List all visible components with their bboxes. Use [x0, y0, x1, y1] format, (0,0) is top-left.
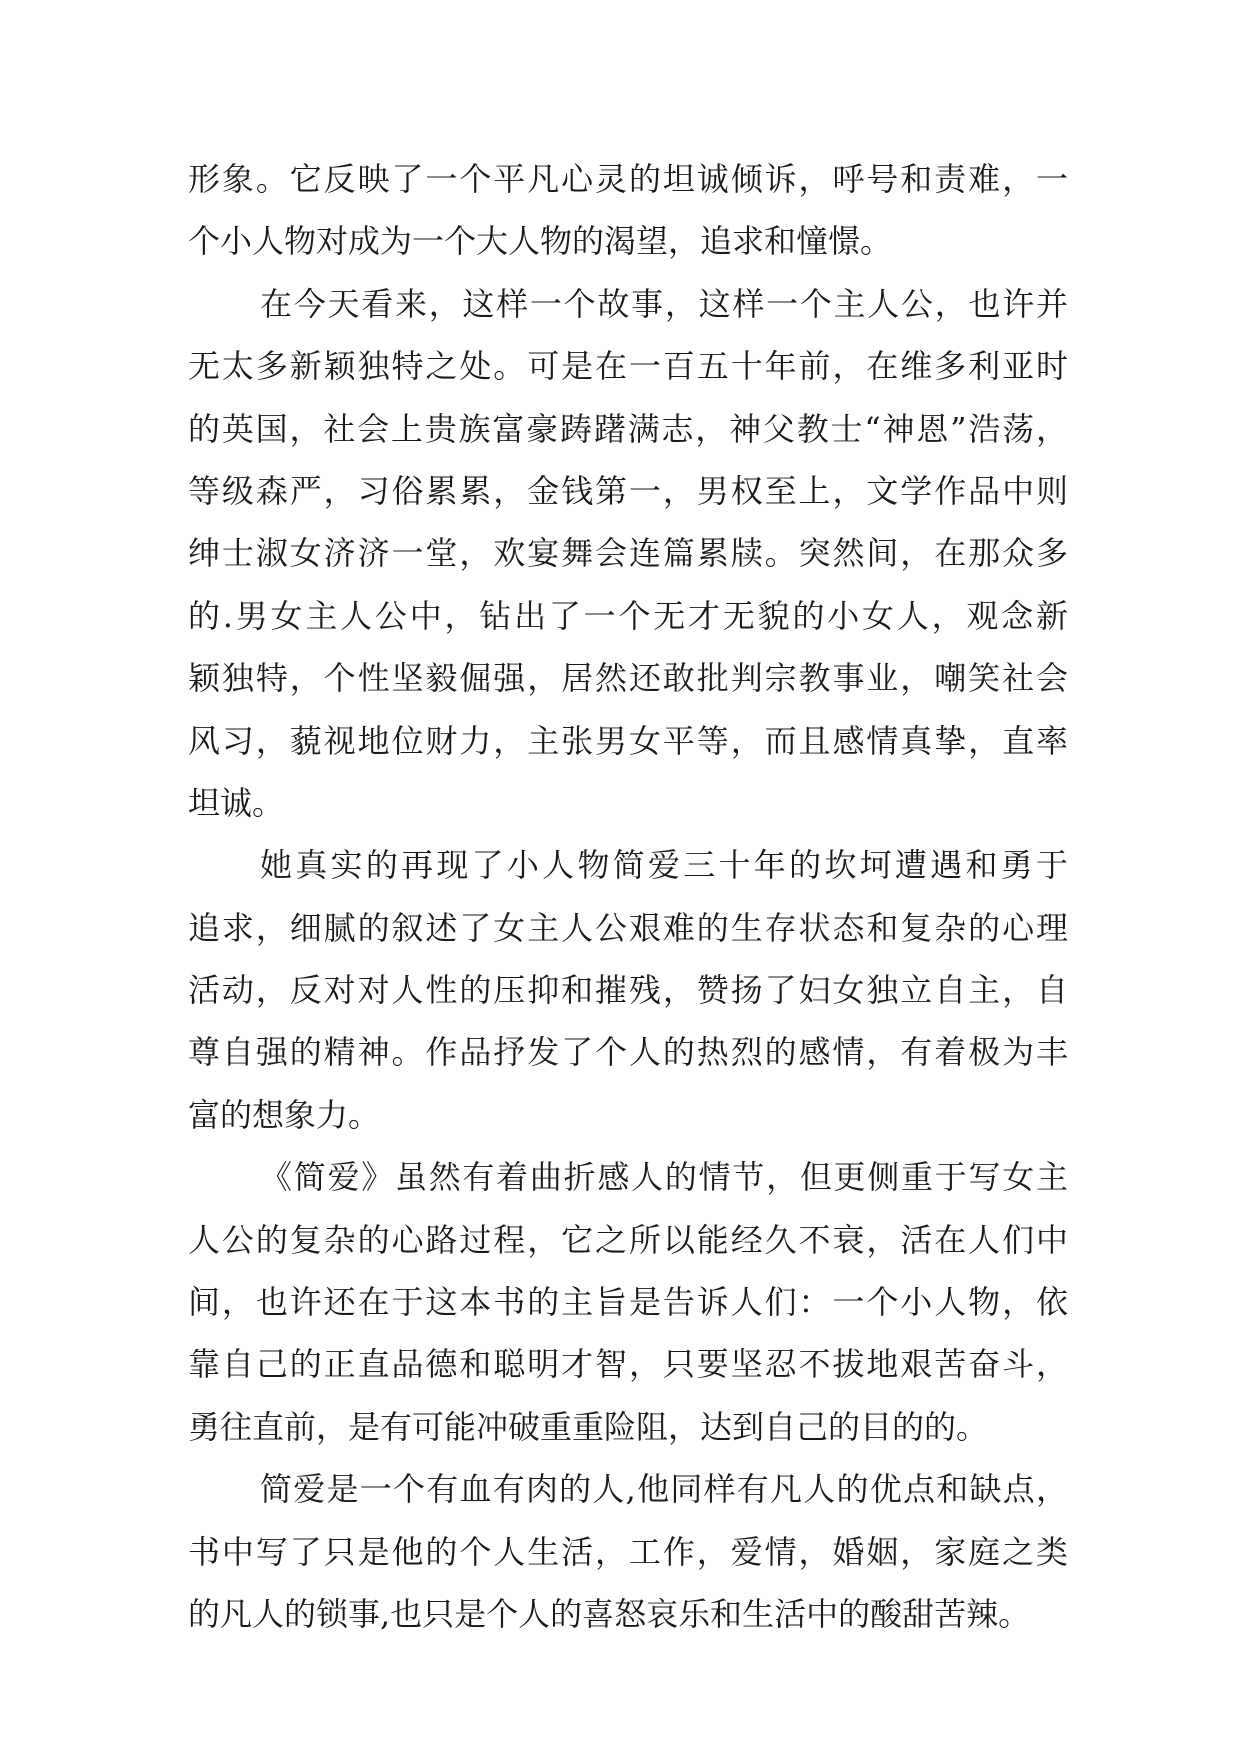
paragraph — [188, 1146, 1068, 1458]
paragraph — [188, 834, 1068, 1146]
text-line: 靠自己的正直品德和聪明才智，只要坚忍不拔地艰苦奋斗， — [188, 1345, 1068, 1384]
text-line: 无太多新颖独特之处。可是在一百五十年前，在维多利亚时 — [188, 347, 1068, 386]
paragraph — [188, 148, 1068, 273]
text-line: 追求，细腻的叙述了女主人公艰难的生存状态和复杂的心理 — [188, 908, 1068, 947]
text-line: 间，也许还在于这本书的主旨是告诉人们：一个小人物，依 — [188, 1283, 1068, 1322]
text-line: 风习，藐视地位财力，主张男女平等，而且感情真挚，直率 — [188, 721, 1068, 760]
paragraph — [188, 273, 1068, 835]
text-line: 富的想象力。 — [188, 1095, 381, 1134]
paragraph — [188, 1458, 1068, 1645]
text-line: 书中写了只是他的个人生活，工作，爱情，婚姻，家庭之类 — [188, 1532, 1068, 1571]
text-line: 她真实的再现了小人物简爱三十年的坎坷遭遇和勇于 — [260, 846, 1068, 885]
text-line: 简爱是一个有血有肉的人,他同样有凡人的优点和缺点， — [260, 1470, 1068, 1509]
text-line: 勇往直前，是有可能冲破重重险阻，达到自己的目的的。 — [188, 1407, 989, 1446]
text-line: 在今天看来，这样一个故事，这样一个主人公，也许并 — [260, 284, 1068, 323]
text-line: 尊自强的精神。作品抒发了个人的热烈的感情，有着极为丰 — [188, 1033, 1068, 1072]
text-line: 的.男女主人公中，钻出了一个无才无貌的小女人，观念新 — [188, 596, 1068, 635]
text-line: 绅士淑女济济一堂，欢宴舞会连篇累牍。突然间，在那众多 — [188, 534, 1068, 573]
text-line: 的英国，社会上贵族富豪踌躇满志，神父教士“神恩”浩荡， — [188, 409, 1068, 448]
text-line: 个小人物对成为一个大人物的渴望，追求和憧憬。 — [188, 222, 893, 261]
text-line: 的凡人的锁事,也只是个人的喜怒哀乐和生活中的酸甜苦辣。 — [188, 1594, 1031, 1633]
text-line: 《简爱》虽然有着曲折感人的情节，但更侧重于写女主 — [260, 1158, 1068, 1197]
text-line: 活动，反对对人性的压抑和摧残，赞扬了妇女独立自主，自 — [188, 971, 1068, 1010]
text-line: 坦诚。 — [188, 783, 285, 822]
text-line: 等级森严，习俗累累，金钱第一，男权至上，文学作品中则 — [188, 471, 1068, 510]
body-text — [188, 148, 1068, 1645]
text-line: 人公的复杂的心路过程，它之所以能经久不衰，活在人们中 — [188, 1220, 1068, 1259]
text-line: 形象。它反映了一个平凡心灵的坦诚倾诉，呼号和责难，一 — [188, 160, 1068, 198]
text-line: 颖独特，个性坚毅倔强，居然还敢批判宗教事业，嘲笑社会 — [188, 659, 1068, 698]
